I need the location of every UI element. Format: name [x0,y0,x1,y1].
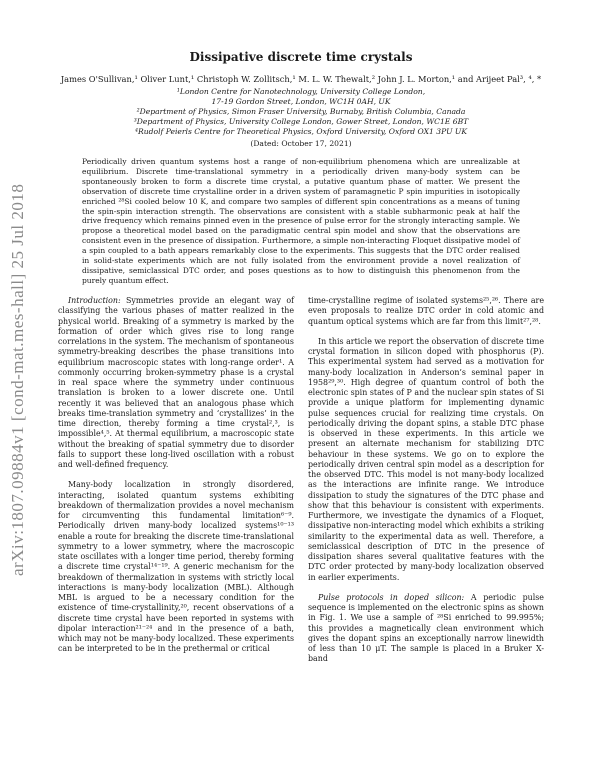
body-columns [58,296,544,675]
paragraph [308,337,544,583]
affiliation-line: ²Department of Physics, Simon Fraser University, Burnaby, British Columbia, Canada [136,107,466,116]
right-column [308,296,544,675]
paper-title: Dissipative discrete time crystals [189,50,413,64]
paragraph-lead: Pulse protocols in doped silicon: [318,592,465,602]
abstract: Periodically driven quantum systems host a range of non-equilibrium phenomena which are unrealizable at equilibrium. Discrete time-translational symmetry in a periodically driven many-body system can be spontaneously broken to form a discrete time crystal, a putative quantum phase of matter. We present the observation of discrete time crystalline order in a driven system of paramagnetic P spin impurities in isotopically enriched ²⁸Si cooled below 10 K, and compare two samples of different spin concentrations as a means of tuning the spin-spin interaction strength. The observations are consistent with a stable subharmonic peak at half the drive frequency which remains pinned even in the presence of pulse error for the strongly interacting sample. We propose a theoretical model based on the paradigmatic central spin model and show that the observations are consistent even in the presence of dissipation. Furthermore, a simple non-interacting Floquet dissipative model of a spin coupled to a bath appears remarkably close to the experiments. This suggests that the DTC order realised in solid-state experiments which are not fully isolated from the environment provide a novel realization of dissipative, semiclassical DTC order, and poses questions as to how to distinguish this phenomenon from the purely quantum effect. [82,157,520,285]
paragraph [308,296,544,327]
arxiv-identifier: arXiv:1807.09884v1 [cond-mat.mes-hall] 25 Jul 2018 [8,183,27,577]
paragraph-text: Symmetries provide an elegant way of classifying the various phases of matter realized in the physical world. Breaking of a symmetry is marked by the formation of order which gives rise to long range correlations in the system. The mechanism of spontaneous symmetry-breaking describes the phase transitions into equilibrium macroscopic states with long-range order¹. A commonly occurring broken-symmetry phase is a crystal in real space where the symmetry under continuous translation is broken to a lower discrete one. Until recently it was believed that an analogous phase which breaks time-translation symmetry and ‘crystallizes’ in the time direction, thereby forming a time crystal²,³, is impossible⁴,⁵. At thermal equilibrium, a macroscopic state without the breaking of spatial symmetry due to disorder fails to support these long-lived oscillation with a robust and well-defined frequency. [58,296,294,469]
affiliation-line: ¹London Centre for Nanotechnology, University College London, [176,87,426,96]
paragraph [58,480,294,654]
paragraph-lead: Introduction: [68,296,121,305]
paper-page [58,0,544,664]
paragraph [308,593,544,665]
paragraph-text: A periodic pulse sequence is implemented on the electronic spins as shown in Fig. 1. We use a sample of ²⁸Si enriched to 99.995%; this provides a magnetically clean environment which gives the dopant spins an exceptionally narrow linewidth of less than 10 μT. The sample is placed in a Bruker X-band [308,592,544,664]
author-list: James O'Sullivan,¹ Oliver Lunt,¹ Christoph W. Zollitsch,¹ M. L. W. Thewalt,² John J. L. Morton,¹ and Arijeet Pal³, ⁴, * [60,74,542,84]
paragraph-text: Many-body localization in strongly disordered, interacting, isolated quantum systems exhibiting breakdown of thermalization provides a novel mechanism for circumventing this fundamental limitation⁶⁻⁹. Periodically driven many-body localized systems¹⁰⁻¹³ enable a route for breaking the discrete time-translational symmetry to a lower symmetry, where the macroscopic state oscillates with a longer time period, thereby forming a discrete time crystal¹⁴⁻¹⁹. A generic mechanism for the breakdown of thermalization in systems with strictly local interactions is many-body localization (MBL). Although MBL is argued to be a necessary condition for the existence of time-crystallinity,²⁰, recent observations of a discrete time crystal have been reported in systems with dipolar interaction²¹⁻²⁴ and in the presence of a bath, which may not be many-body localized. These experiments can be interpreted to be in the prethermal or critical [58,480,294,654]
paragraph-text: In this article we report the observation of discrete time crystal formation in silicon doped with phosphorus (P). This experimental system had served as a motivation for many-body localization in Anderson’s seminal paper in 1958²⁹,³⁰. High degree of quantum control of both the electronic spin states of P and the nuclear spin states of Si provide a unique platform for implementing dynamic pulse sequences crucial for realizing time crystals. On periodically driving the dopant spins, a stable DTC phase is observed in these experiments. In this article we present an alternate mechanism for stabilizing DTC behaviour in these systems. We go on to explore the periodically driven central spin model as a description for the observed DTC. This model is not many-body localized as the interactions are infinite range. We introduce dissipation to study the signatures of the DTC phase and show that this behaviour is consistent with experiments. Furthermore, we investigate the dynamics of a Floquet, dissipative non-interacting model which exhibits a striking similarity to the experimental data as well. Therefore, a semiclassical description of DTC in the presence of dissipation shares several qualitative features with the DTC order protected by many-body localization observed in earlier experiments. [308,336,544,582]
affiliation-line: ⁴Rudolf Peierls Centre for Theoretical Physics, Oxford University, Oxford OX1 3PU UK [135,127,467,136]
affiliation-line: 17-19 Gordon Street, London, WC1H 0AH, UK [211,97,391,106]
affiliations [58,87,544,137]
left-column [58,296,294,675]
paragraph-text: time-crystalline regime of isolated systems²⁵,²⁶. There are even proposals to realize DTC order in cold atomic and quantum optical systems which are far from this limit²⁷,²⁸. [308,296,544,326]
affiliation-line: ³Department of Physics, University College London, Gower Street, London, WC1E 6BT [133,117,469,126]
dated-line: (Dated: October 17, 2021) [250,139,352,148]
paragraph [58,296,294,470]
